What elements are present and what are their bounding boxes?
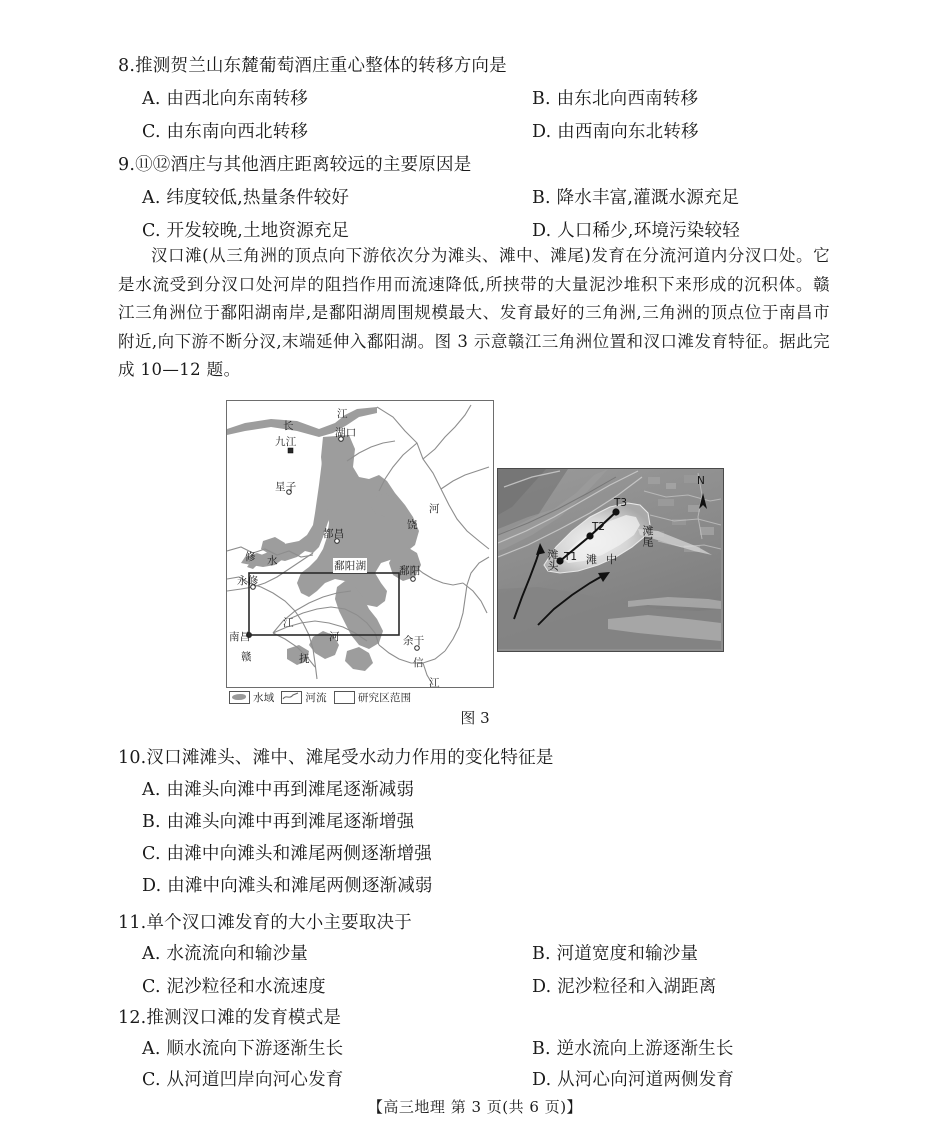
question-11-option-d[interactable]: D. 泥沙粒径和入湖距离: [532, 977, 717, 997]
question-9-option-d[interactable]: D. 人口稀少,环境污染较轻: [532, 221, 740, 241]
map-label-changjiang-chang: 长: [283, 420, 294, 432]
map-label-yongxiu: 永修: [237, 575, 259, 587]
question-10-stem: 10.汊口滩滩头、滩中、滩尾受水动力作用的变化特征是: [118, 748, 554, 768]
question-8-option-c[interactable]: C. 由东南向西北转移: [142, 122, 309, 142]
map-label-hukou: 湖口: [335, 427, 357, 439]
question-10-option-b[interactable]: B. 由滩头向滩中再到滩尾逐渐增强: [142, 812, 415, 832]
legend-water: [229, 690, 274, 705]
map-label-raohe-he: 河: [429, 503, 440, 515]
question-11-stem: 11.单个汊口滩发育的大小主要取决于: [118, 913, 412, 933]
question-10-option-a[interactable]: A. 由滩头向滩中再到滩尾逐渐减弱: [142, 780, 415, 800]
compass-north-label: N: [697, 475, 705, 487]
point-label-t1: T1: [564, 551, 578, 563]
map-label-yugan: 余干: [403, 635, 425, 647]
poyang-lake-location-map: [226, 400, 494, 688]
question-12-option-d[interactable]: D. 从河心向河道两侧发育: [532, 1070, 735, 1090]
map-label-xinjiang-xin: 信: [413, 657, 424, 669]
question-11-option-b[interactable]: B. 河道宽度和输沙量: [532, 944, 699, 964]
water-swatch-icon: [229, 691, 250, 704]
point-label-t3: T3: [614, 497, 628, 509]
river-swatch-icon: [281, 691, 302, 704]
question-8-option-a[interactable]: A. 由西北向东南转移: [142, 89, 308, 109]
passage-text: 汊口滩(从三角洲的顶点向下游依次分为滩头、滩中、滩尾)发育在分流河道内分汊口处。它是水流受到分汊口处河岸的阻挡作用而流速降低,所挟带的大量泥沙堆积下来形成的沉积体。赣江三角洲位于鄱阳湖南岸,是鄱阳湖周围规模最大、发育最好的三角洲,三角洲的顶点位于南昌市附近,向下游不断分汊,末端延伸入鄱阳湖。图 3 示意赣江三角洲位置和汊口滩发育特征。据此完成 10—12 题。: [118, 246, 830, 379]
question-12-option-c[interactable]: C. 从河道凹岸向河心发育: [142, 1070, 344, 1090]
question-11-option-a[interactable]: A. 水流流向和输沙量: [142, 944, 308, 964]
map-label-xiushui-shui: 水: [267, 555, 278, 567]
study-area-swatch-icon: [334, 691, 355, 704]
map-label-xinjiang-jiang: 江: [429, 677, 440, 688]
zone-label-tantou: 滩头: [546, 549, 559, 571]
legend-water-label: 水域: [253, 692, 275, 704]
map-label-nanchang: 南昌: [229, 631, 251, 643]
map-label-jiujiang: 九江: [275, 436, 297, 448]
question-8-stem: 8.推测贺兰山东麓葡萄酒庄重心整体的转移方向是: [118, 56, 507, 76]
question-12-option-b[interactable]: B. 逆水流向上游逐渐生长: [532, 1039, 734, 1059]
question-11-option-c[interactable]: C. 泥沙粒径和水流速度: [142, 977, 326, 997]
map-label-fuhe-he: 河: [329, 631, 340, 643]
map-label-xingzi: 星子: [275, 481, 297, 493]
map-label-ganjiang-jiang: 江: [283, 617, 294, 629]
legend-study-area: [334, 690, 412, 705]
map-label-changjiang-jiang: 江: [337, 408, 348, 420]
question-8-option-b[interactable]: B. 由东北向西南转移: [532, 89, 699, 109]
figure-3-caption: 图 3: [460, 709, 490, 727]
legend-study-area-label: 研究区范围: [357, 692, 412, 704]
map-label-poyang-lake: 鄱阳湖: [334, 560, 367, 572]
map-label-duchang: 都昌: [323, 528, 345, 540]
point-label-t2: T2: [592, 521, 606, 533]
map-label-poyang-city: 鄱阳: [399, 565, 421, 577]
question-9-stem: 9.⑪⑫酒庄与其他酒庄距离较远的主要原因是: [118, 155, 472, 175]
zone-label-tanzhong: 滩中: [586, 553, 626, 566]
legend-river: [281, 690, 326, 705]
map-label-ganjiang-gan: 赣: [241, 651, 252, 663]
question-9-option-c[interactable]: C. 开发较晚,土地资源充足: [142, 221, 350, 241]
question-9-option-a[interactable]: A. 纬度较低,热量条件较好: [142, 188, 350, 208]
map-label-fuhe-fu: 抚: [299, 653, 310, 665]
passage-block: [118, 242, 830, 385]
question-12-option-a[interactable]: A. 顺水流向下游逐渐生长: [142, 1039, 344, 1059]
zone-label-tanwei: 滩尾: [641, 525, 654, 547]
legend-river-label: 河流: [305, 692, 327, 704]
question-10-option-d[interactable]: D. 由滩中向滩头和滩尾两侧逐渐减弱: [142, 876, 433, 896]
question-9-option-b[interactable]: B. 降水丰富,灌溉水源充足: [532, 188, 740, 208]
map-label-raohe-rao: 饶: [407, 519, 418, 531]
question-10-option-c[interactable]: C. 由滩中向滩头和滩尾两侧逐渐增强: [142, 844, 432, 864]
question-8-option-d[interactable]: D. 由西南向东北转移: [532, 122, 699, 142]
map-legend: [229, 690, 411, 705]
point-t3: [612, 508, 619, 515]
point-t2: [586, 532, 593, 539]
map-label-xiushui-xiu: 修: [245, 551, 256, 563]
question-12-stem: 12.推测汊口滩的发育模式是: [118, 1008, 342, 1028]
map-svg: [227, 401, 491, 685]
page-footer: 【高三地理 第 3 页(共 6 页)】: [367, 1098, 583, 1116]
satellite-image-panel: [497, 468, 724, 652]
